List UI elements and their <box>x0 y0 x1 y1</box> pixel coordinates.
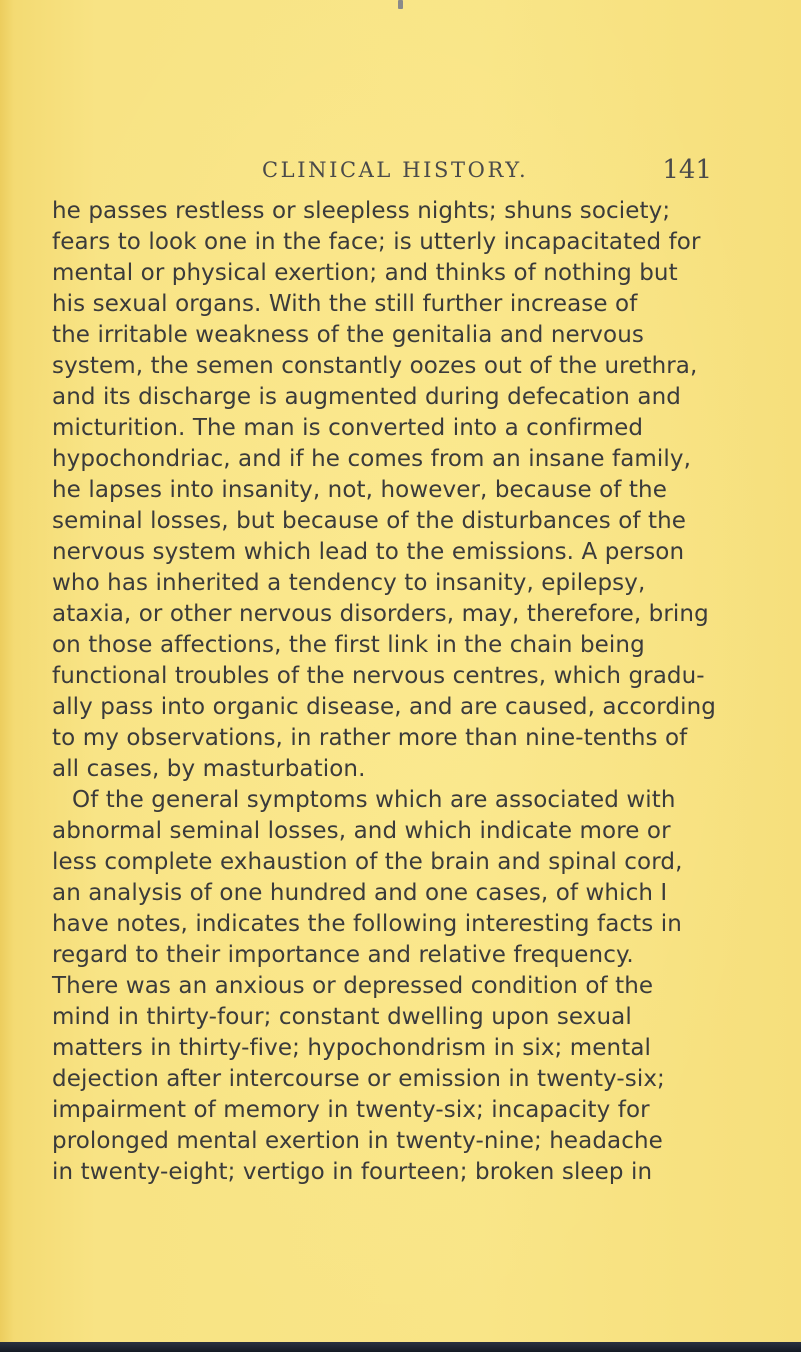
text-line: mind in thirty-four; constant dwelling upon sexual <box>52 1004 632 1030</box>
text-line: hypochondriac, and if he comes from an insane family, <box>52 446 692 472</box>
text-line: system, the semen constantly oozes out of the urethra, <box>52 353 698 379</box>
text-line: ally pass into organic disease, and are caused, according <box>52 694 716 720</box>
text-line: dejection after intercourse or emission in twenty-six; <box>52 1066 665 1092</box>
text-line: an analysis of one hundred and one cases, of which I <box>52 880 668 906</box>
text-line: he passes restless or sleepless nights; shuns society; <box>52 198 671 224</box>
text-line: prolonged mental exertion in twenty-nine; headache <box>52 1128 663 1154</box>
text-line: and its discharge is augmented during defecation and <box>52 384 681 410</box>
running-title: CLINICAL HISTORY. <box>262 158 529 182</box>
text-line: he lapses into insanity, not, however, because of the <box>52 477 667 503</box>
paragraph-start-line: Of the general symptoms which are associated with <box>72 787 676 813</box>
text-line: nervous system which lead to the emissions. A person <box>52 539 685 565</box>
text-line: on those affections, the first link in the chain being <box>52 632 645 658</box>
scan-bottom-edge <box>0 1342 801 1352</box>
text-line: functional troubles of the nervous centres, which gradu- <box>52 663 705 689</box>
text-line: micturition. The man is converted into a confirmed <box>52 415 644 441</box>
text-line: fears to look one in the face; is utterly incapacitated for <box>52 229 701 255</box>
text-line: regard to their importance and relative frequency. <box>52 942 634 968</box>
page-number: 141 <box>662 155 712 185</box>
text-line: matters in thirty-five; hypochondrism in six; mental <box>52 1035 652 1061</box>
page-edge-shading <box>0 0 14 1352</box>
text-line: abnormal seminal losses, and which indicate more or <box>52 818 671 844</box>
running-head <box>262 156 712 188</box>
text-line: ataxia, or other nervous disorders, may, therefore, bring <box>52 601 709 627</box>
text-line: There was an anxious or depressed condition of the <box>52 973 654 999</box>
binding-mark <box>398 0 403 9</box>
text-line: who has inherited a tendency to insanity, epilepsy, <box>52 570 646 596</box>
text-line: the irritable weakness of the genitalia and nervous <box>52 322 644 348</box>
text-line: to my observations, in rather more than nine-tenths of <box>52 725 688 751</box>
text-line: his sexual organs. With the still further increase of <box>52 291 638 317</box>
text-line: have notes, indicates the following interesting facts in <box>52 911 682 937</box>
text-line: less complete exhaustion of the brain and spinal cord, <box>52 849 683 875</box>
text-line: impairment of memory in twenty-six; incapacity for <box>52 1097 650 1123</box>
text-line: all cases, by masturbation. <box>52 756 366 782</box>
text-line: mental or physical exertion; and thinks of nothing but <box>52 260 678 286</box>
text-line: seminal losses, but because of the disturbances of the <box>52 508 687 534</box>
text-line: in twenty-eight; vertigo in fourteen; broken sleep in <box>52 1159 653 1185</box>
